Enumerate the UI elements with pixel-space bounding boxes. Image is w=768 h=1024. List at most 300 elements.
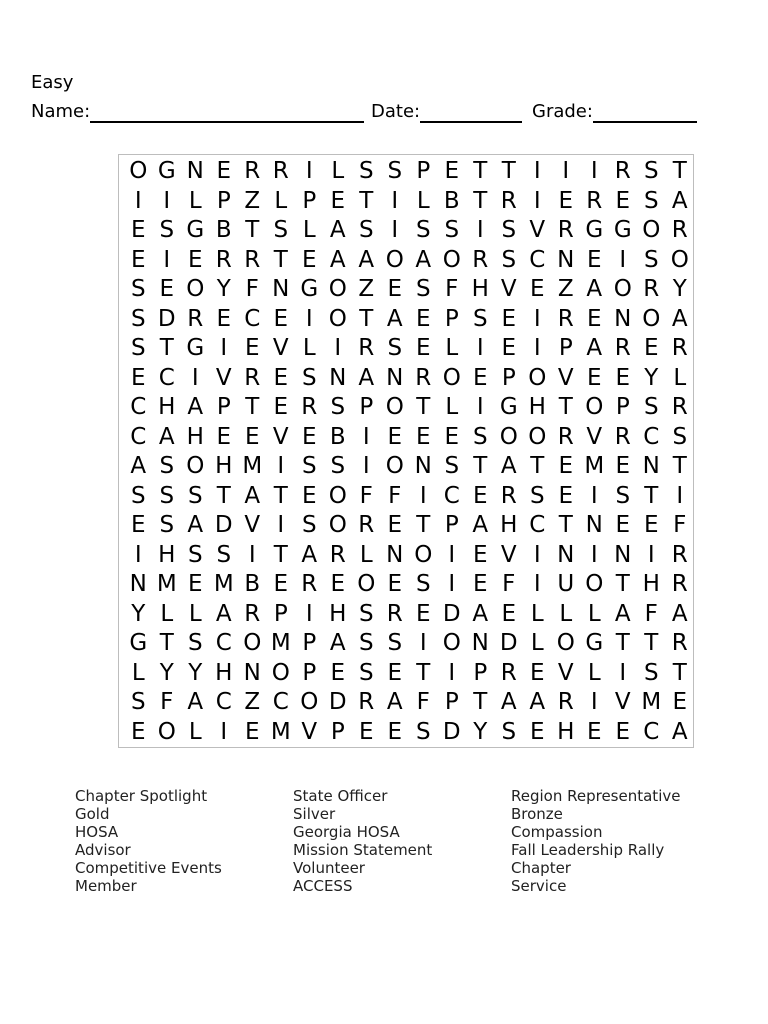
grid-letter: S bbox=[130, 482, 146, 509]
grid-letter: E bbox=[301, 482, 317, 509]
grid-letter: R bbox=[244, 600, 261, 627]
grid-letter: E bbox=[130, 512, 146, 538]
word-list-item: Competitive Events bbox=[75, 859, 222, 877]
grid-letter: P bbox=[558, 335, 573, 361]
grid-letter: T bbox=[416, 512, 431, 538]
grid-letter: S bbox=[415, 276, 431, 302]
grid-letter: R bbox=[671, 335, 688, 361]
grid-letter: H bbox=[215, 453, 233, 479]
grid-letter: H bbox=[471, 276, 489, 302]
grid-letter: S bbox=[501, 718, 517, 745]
grid-letter: R bbox=[586, 187, 603, 214]
grid-letter: T bbox=[644, 630, 659, 656]
grid-letter: F bbox=[502, 571, 516, 597]
grid-letter: S bbox=[330, 453, 346, 479]
grid-letter: F bbox=[388, 482, 402, 509]
grid-letter: E bbox=[387, 659, 403, 686]
grid-letter: S bbox=[643, 158, 659, 184]
grid-letter: S bbox=[529, 482, 545, 509]
grid-letter: E bbox=[330, 659, 346, 686]
grid-letter: G bbox=[300, 276, 319, 302]
grid-letter: S bbox=[159, 217, 175, 243]
grid-letter: S bbox=[358, 600, 374, 627]
grid-letter: S bbox=[501, 246, 517, 273]
grid-letter: O bbox=[528, 423, 547, 450]
grid-letter: P bbox=[416, 158, 431, 184]
grid-letter: A bbox=[671, 600, 688, 627]
grid-letter: E bbox=[273, 305, 289, 332]
grid-letter: E bbox=[187, 246, 203, 273]
grid-letter: E bbox=[415, 335, 431, 361]
grid-letter: I bbox=[277, 512, 285, 538]
grid-letter: L bbox=[188, 600, 202, 627]
grid-letter: N bbox=[414, 453, 432, 479]
grid-letter: S bbox=[672, 423, 688, 450]
grid-letter: A bbox=[415, 246, 432, 273]
grid-letter: H bbox=[528, 394, 546, 420]
grid-letter: N bbox=[329, 364, 347, 391]
grid-letter: S bbox=[358, 630, 374, 656]
grid-letter: I bbox=[619, 246, 627, 273]
grid-letter: H bbox=[158, 394, 176, 420]
grid-letter: R bbox=[358, 689, 375, 715]
grid-letter: P bbox=[359, 394, 374, 420]
grid-letter: R bbox=[500, 659, 517, 686]
grid-letter: I bbox=[391, 217, 399, 243]
word-list-column bbox=[293, 787, 503, 895]
grid-letter: R bbox=[557, 305, 574, 332]
grid-letter: N bbox=[243, 659, 261, 686]
grid-letter: S bbox=[387, 630, 403, 656]
grid-letter: T bbox=[473, 453, 488, 479]
grid-letter: A bbox=[386, 305, 403, 332]
grid-letter: I bbox=[191, 364, 199, 391]
grid-letter: O bbox=[157, 718, 176, 745]
grid-letter: T bbox=[273, 541, 288, 568]
grid-letter: S bbox=[643, 187, 659, 214]
grid-letter: S bbox=[615, 482, 631, 509]
grid-letter: E bbox=[558, 187, 574, 214]
grid-letter: O bbox=[642, 305, 661, 332]
grid-letter: G bbox=[499, 394, 518, 420]
grid-letter: O bbox=[414, 541, 433, 568]
grid-letter: Z bbox=[358, 276, 375, 302]
grade-blank[interactable] bbox=[593, 101, 697, 123]
grid-letter: I bbox=[220, 335, 228, 361]
grid-letter: G bbox=[585, 630, 604, 656]
grid-letter: T bbox=[473, 158, 488, 184]
grid-letter: M bbox=[156, 571, 177, 597]
grid-letter: T bbox=[359, 187, 374, 214]
grid-letter: R bbox=[671, 541, 688, 568]
word-list-item: Compassion bbox=[511, 823, 603, 841]
grid-letter: I bbox=[448, 659, 456, 686]
grid-letter: A bbox=[187, 689, 204, 715]
grid-letter: E bbox=[615, 453, 631, 479]
grid-letter: O bbox=[300, 689, 319, 715]
grid-letter: I bbox=[590, 482, 598, 509]
grid-letter: I bbox=[134, 541, 142, 568]
grid-letter: F bbox=[160, 689, 174, 715]
grid-letter: V bbox=[557, 659, 574, 686]
grid-letter: E bbox=[472, 482, 488, 509]
word-search-grid-border bbox=[118, 154, 694, 748]
grid-letter: A bbox=[386, 689, 403, 715]
grid-letter: D bbox=[157, 305, 176, 332]
grid-letter: L bbox=[445, 394, 459, 420]
grid-letter: U bbox=[557, 571, 575, 597]
grid-letter: G bbox=[186, 335, 205, 361]
grid-letter: O bbox=[129, 158, 148, 184]
grid-letter: I bbox=[619, 659, 627, 686]
grid-letter: E bbox=[472, 571, 488, 597]
grid-letter: I bbox=[419, 482, 427, 509]
grid-letter: V bbox=[614, 689, 631, 715]
grid-letter: N bbox=[614, 305, 632, 332]
grid-letter: E bbox=[330, 571, 346, 597]
grid-letter: P bbox=[216, 187, 231, 214]
word-list-item: State Officer bbox=[293, 787, 388, 805]
grid-letter: I bbox=[476, 394, 484, 420]
grid-letter: C bbox=[529, 512, 546, 538]
grid-letter: F bbox=[245, 276, 259, 302]
word-list-item: Volunteer bbox=[293, 859, 365, 877]
grid-letter: T bbox=[416, 659, 431, 686]
grid-letter: O bbox=[442, 364, 461, 391]
grid-letter: R bbox=[671, 571, 688, 597]
grid-letter: O bbox=[328, 276, 347, 302]
grid-letter: N bbox=[386, 364, 404, 391]
grid-letter: E bbox=[387, 571, 403, 597]
grid-letter: A bbox=[586, 276, 603, 302]
grid-letter: N bbox=[386, 541, 404, 568]
grid-letter: L bbox=[331, 158, 345, 184]
grid-letter: P bbox=[501, 364, 516, 391]
grid-letter: A bbox=[130, 453, 147, 479]
grid-letter: F bbox=[416, 689, 430, 715]
grid-letter: S bbox=[387, 158, 403, 184]
grid-letter: E bbox=[387, 276, 403, 302]
grid-letter: N bbox=[471, 630, 489, 656]
grid-letter: E bbox=[387, 512, 403, 538]
grid-letter: R bbox=[614, 423, 631, 450]
grid-letter: E bbox=[130, 718, 146, 745]
grid-letter: E bbox=[501, 335, 517, 361]
grid-letter: P bbox=[444, 305, 459, 332]
grid-letter: I bbox=[647, 541, 655, 568]
grid-letter: Z bbox=[244, 689, 261, 715]
word-list-item: ACCESS bbox=[293, 877, 353, 895]
grid-letter: A bbox=[500, 689, 517, 715]
grid-letter: O bbox=[442, 246, 461, 273]
grid-letter: H bbox=[500, 512, 518, 538]
word-list-item: Service bbox=[511, 877, 567, 895]
grid-letter: H bbox=[158, 541, 176, 568]
grid-letter: M bbox=[641, 689, 662, 715]
grid-letter: M bbox=[213, 571, 234, 597]
grid-letter: P bbox=[615, 394, 630, 420]
grid-letter: E bbox=[444, 158, 460, 184]
grid-letter: A bbox=[358, 364, 375, 391]
grid-letter: E bbox=[415, 600, 431, 627]
grid-letter: H bbox=[215, 659, 233, 686]
grid-letter: S bbox=[643, 394, 659, 420]
grid-letter: E bbox=[358, 718, 374, 745]
grid-letter: E bbox=[586, 364, 602, 391]
grid-letter: I bbox=[533, 158, 541, 184]
grid-letter: D bbox=[442, 600, 461, 627]
grid-letter: S bbox=[444, 453, 460, 479]
grid-letter: N bbox=[186, 158, 204, 184]
grid-letter: E bbox=[244, 335, 260, 361]
grid-letter: F bbox=[359, 482, 373, 509]
grid-letter: R bbox=[244, 246, 261, 273]
grid-letter: S bbox=[187, 541, 203, 568]
grid-letter: I bbox=[476, 335, 484, 361]
grid-letter: O bbox=[186, 276, 205, 302]
grid-letter: O bbox=[328, 305, 347, 332]
grid-letter: S bbox=[273, 217, 289, 243]
grid-letter: G bbox=[157, 158, 176, 184]
grid-letter: E bbox=[330, 187, 346, 214]
grid-letter: N bbox=[642, 453, 660, 479]
grid-letter: I bbox=[277, 453, 285, 479]
grid-letter: E bbox=[444, 423, 460, 450]
grid-letter: Z bbox=[244, 187, 261, 214]
grid-letter: V bbox=[272, 335, 289, 361]
grid-letter: S bbox=[643, 659, 659, 686]
grid-letter: L bbox=[530, 630, 544, 656]
word-list-column bbox=[75, 787, 285, 895]
grid-letter: S bbox=[187, 630, 203, 656]
grid-letter: E bbox=[273, 571, 289, 597]
grid-letter: E bbox=[586, 246, 602, 273]
grid-letter: B bbox=[443, 187, 460, 214]
grid-letter: E bbox=[586, 305, 602, 332]
grid-letter: E bbox=[387, 423, 403, 450]
grid-letter: R bbox=[215, 246, 232, 273]
grid-letter: A bbox=[187, 394, 204, 420]
grid-letter: A bbox=[329, 217, 346, 243]
grid-letter: S bbox=[643, 246, 659, 273]
grid-letter: A bbox=[671, 305, 688, 332]
grid-letter: A bbox=[244, 482, 261, 509]
grid-letter: R bbox=[272, 158, 289, 184]
grid-letter: R bbox=[500, 187, 517, 214]
grid-letter: O bbox=[585, 571, 604, 597]
grid-letter: S bbox=[472, 423, 488, 450]
grid-letter: O bbox=[385, 246, 404, 273]
grid-letter: S bbox=[358, 158, 374, 184]
grid-letter: C bbox=[215, 630, 232, 656]
grid-letter: E bbox=[586, 718, 602, 745]
grid-letter: L bbox=[274, 187, 288, 214]
grid-letter: I bbox=[334, 335, 342, 361]
grid-letter: H bbox=[557, 718, 575, 745]
grid-letter: I bbox=[533, 305, 541, 332]
grid-letter: V bbox=[500, 541, 517, 568]
grid-letter: R bbox=[557, 217, 574, 243]
grid-letter: S bbox=[415, 217, 431, 243]
grid-letter: L bbox=[302, 217, 316, 243]
grid-letter: I bbox=[448, 571, 456, 597]
grid-letter: T bbox=[245, 394, 260, 420]
grid-letter: L bbox=[587, 659, 601, 686]
grid-letter: Y bbox=[672, 276, 687, 302]
grid-letter: S bbox=[301, 512, 317, 538]
grid-letter: R bbox=[557, 689, 574, 715]
grid-letter: S bbox=[216, 541, 232, 568]
grid-letter: E bbox=[615, 718, 631, 745]
grid-letter: S bbox=[415, 718, 431, 745]
grid-letter: A bbox=[614, 600, 631, 627]
grid-letter: O bbox=[670, 246, 689, 273]
grid-letter: E bbox=[244, 718, 260, 745]
grid-letter: E bbox=[273, 394, 289, 420]
grid-letter: A bbox=[301, 541, 318, 568]
word-list-item: Member bbox=[75, 877, 137, 895]
student-info-line bbox=[31, 101, 711, 127]
grid-letter: S bbox=[472, 305, 488, 332]
grid-letter: S bbox=[301, 364, 317, 391]
grid-letter: G bbox=[186, 217, 205, 243]
grid-letter: T bbox=[615, 571, 630, 597]
grid-letter: S bbox=[358, 217, 374, 243]
grid-letter: R bbox=[386, 600, 403, 627]
grid-letter: R bbox=[557, 423, 574, 450]
grid-letter: I bbox=[362, 453, 370, 479]
grid-letter: V bbox=[215, 364, 232, 391]
word-list-item: Fall Leadership Rally bbox=[511, 841, 665, 859]
grid-letter: T bbox=[615, 630, 630, 656]
grid-letter: H bbox=[329, 600, 347, 627]
grid-letter: P bbox=[216, 394, 231, 420]
grid-letter: I bbox=[533, 541, 541, 568]
grid-letter: S bbox=[130, 689, 146, 715]
grid-letter: N bbox=[557, 541, 575, 568]
grid-letter: R bbox=[614, 335, 631, 361]
grid-letter: E bbox=[501, 305, 517, 332]
grid-letter: C bbox=[130, 423, 147, 450]
grid-letter: E bbox=[615, 187, 631, 214]
grid-letter: A bbox=[187, 512, 204, 538]
grid-letter: S bbox=[501, 217, 517, 243]
grid-letter: T bbox=[644, 482, 659, 509]
grid-letter: F bbox=[445, 276, 459, 302]
grid-letter: I bbox=[220, 718, 228, 745]
word-list-column bbox=[511, 787, 721, 895]
grid-letter: P bbox=[330, 718, 345, 745]
grid-letter: L bbox=[673, 364, 687, 391]
word-list-item: Silver bbox=[293, 805, 336, 823]
grid-letter: E bbox=[216, 423, 232, 450]
grid-letter: E bbox=[187, 571, 203, 597]
grid-letter: L bbox=[131, 659, 145, 686]
grid-letter: I bbox=[305, 600, 313, 627]
grid-letter: T bbox=[159, 335, 174, 361]
grid-letter: N bbox=[272, 276, 290, 302]
grid-letter: M bbox=[584, 453, 605, 479]
grid-letter: I bbox=[163, 187, 171, 214]
grid-letter: O bbox=[385, 453, 404, 479]
grid-letter: B bbox=[329, 423, 346, 450]
grid-letter: T bbox=[501, 158, 516, 184]
grid-letter: E bbox=[643, 512, 659, 538]
grid-letter: T bbox=[473, 689, 488, 715]
grid-letter: I bbox=[590, 541, 598, 568]
grid-letter: S bbox=[159, 512, 175, 538]
grid-letter: I bbox=[362, 423, 370, 450]
grid-letter: C bbox=[158, 364, 175, 391]
grid-letter: A bbox=[472, 512, 489, 538]
grid-letter: L bbox=[587, 600, 601, 627]
grid-letter: I bbox=[305, 305, 313, 332]
grid-letter: P bbox=[473, 659, 488, 686]
grid-letter: O bbox=[328, 512, 347, 538]
grid-letter: Y bbox=[131, 600, 146, 627]
grid-letter: F bbox=[673, 512, 687, 538]
name-field bbox=[31, 101, 364, 123]
grid-letter: C bbox=[215, 689, 232, 715]
grid-letter: O bbox=[243, 630, 262, 656]
grid-letter: O bbox=[499, 423, 518, 450]
grid-letter: I bbox=[533, 571, 541, 597]
grid-letter: C bbox=[244, 305, 261, 332]
grid-letter: T bbox=[530, 453, 545, 479]
grid-letter: P bbox=[444, 512, 459, 538]
grid-letter: R bbox=[244, 158, 261, 184]
grade-label: Grade: bbox=[532, 101, 593, 122]
grid-letter: P bbox=[302, 659, 317, 686]
grid-letter: A bbox=[158, 423, 175, 450]
grid-letter: I bbox=[134, 187, 142, 214]
grid-letter: N bbox=[129, 571, 147, 597]
name-blank[interactable] bbox=[90, 101, 364, 123]
grid-letter: V bbox=[272, 423, 289, 450]
grid-letter: E bbox=[301, 423, 317, 450]
grid-letter: Y bbox=[644, 364, 659, 391]
grid-letter: R bbox=[329, 541, 346, 568]
grid-letter: I bbox=[305, 158, 313, 184]
grid-letter: N bbox=[585, 512, 603, 538]
grid-letter: A bbox=[500, 453, 517, 479]
word-list bbox=[75, 787, 715, 897]
grid-letter: T bbox=[672, 158, 687, 184]
grid-letter: C bbox=[643, 718, 660, 745]
grid-letter: R bbox=[187, 305, 204, 332]
grid-letter: Y bbox=[216, 276, 231, 302]
grid-letter: S bbox=[130, 335, 146, 361]
grid-letter: E bbox=[529, 659, 545, 686]
grid-letter: T bbox=[473, 187, 488, 214]
grid-letter: E bbox=[558, 453, 574, 479]
grid-letter: L bbox=[160, 600, 174, 627]
grid-letter: P bbox=[273, 600, 288, 627]
grid-letter: H bbox=[186, 423, 204, 450]
word-list-item: Advisor bbox=[75, 841, 131, 859]
grid-letter: T bbox=[273, 246, 288, 273]
grid-letter: O bbox=[642, 217, 661, 243]
word-list-item: Bronze bbox=[511, 805, 563, 823]
grid-letter: O bbox=[186, 453, 205, 479]
grid-letter: R bbox=[643, 276, 660, 302]
grid-letter: O bbox=[528, 364, 547, 391]
grid-letter: C bbox=[130, 394, 147, 420]
grid-letter: S bbox=[358, 659, 374, 686]
grid-letter: T bbox=[216, 482, 231, 509]
date-blank[interactable] bbox=[420, 101, 522, 123]
grid-letter: D bbox=[442, 718, 461, 745]
